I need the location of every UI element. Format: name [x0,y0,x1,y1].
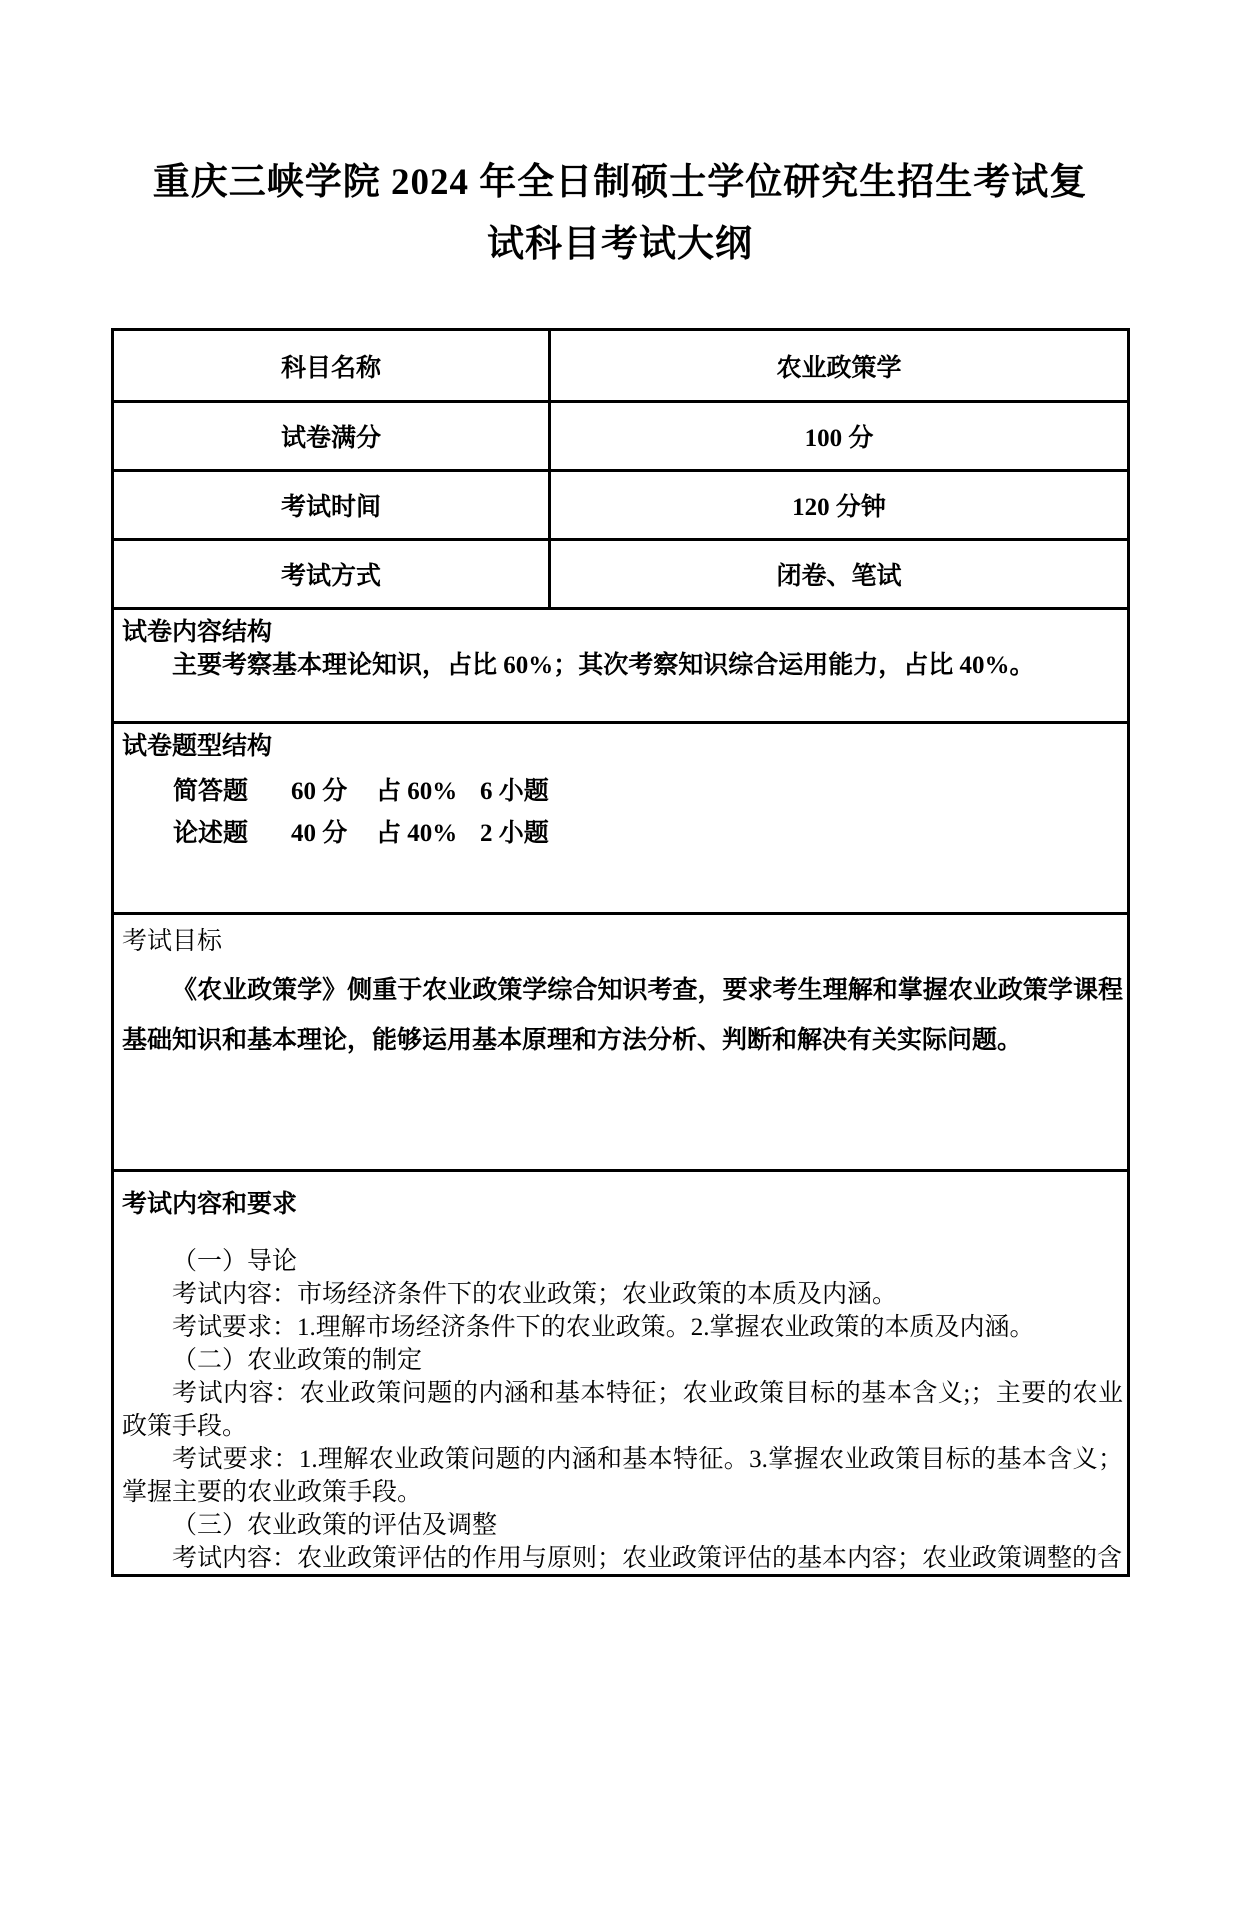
table-row-full-score [114,400,1127,469]
page-title-line-2: 试科目考试大纲 [487,224,753,265]
page-title [90,152,1150,276]
table-row-exam-mode [114,538,1127,607]
requirement-paragraph: 考试要求：1.理解农业政策问题的内涵和基本特征。3.掌握农业政策目标的基本含义；掌握主要的农业政策手段。 [122,1446,1123,1506]
question-type-ratio: 占 40% [376,820,458,847]
table-row-subject-name [114,331,1127,400]
requirement-paragraph: 考试内容：农业政策问题的内涵和基本特征；农业政策目标的基本含义;；主要的农业政策手段。 [122,1380,1123,1440]
exam-objective-paragraph: 《农业政策学》侧重于农业政策学综合知识考查，要求考生理解和掌握农业政策学课程基础知识和基本理论，能够运用基本原理和方法分析、判断和解决有关实际问题。 [122,977,1123,1054]
requirement-paragraph: （三）农业政策的评估及调整 [172,1512,498,1539]
question-type-row-essay [173,813,1123,855]
full-score-value: 100 分 [804,425,874,452]
section-exam-objective [114,912,1127,1169]
subject-name-value: 农业政策学 [776,354,902,382]
content-structure-body: 主要考察基本理论知识，占比 60%；其次考察知识综合运用能力，占比 40%。 [172,652,1035,679]
section-question-types [114,721,1127,912]
page-title-line-1: 重庆三峡学院 2024 年全日制硕士学位研究生招生考试复 [152,162,1088,203]
full-score-label: 试卷满分 [114,403,551,469]
section-exam-requirements [114,1169,1127,1574]
question-type-list [173,771,1123,855]
requirement-paragraph: 考试内容：农业政策评估的作用与原则；农业政策评估的基本内容；农业政策调整的含 [172,1545,1123,1572]
question-type-name: 论述题 [173,820,249,847]
exam-requirements-heading: 考试内容和要求 [122,1191,298,1218]
exam-requirements-body [122,1245,1123,1574]
exam-mode-label: 考试方式 [114,541,551,607]
question-type-row-short-answer [173,771,1123,813]
exam-duration-label: 考试时间 [114,472,551,538]
question-type-count: 2 小题 [480,820,549,847]
question-type-score: 60 分 [291,778,348,805]
syllabus-table [111,328,1130,1577]
exam-mode-value: 闭卷、笔试 [776,563,902,590]
exam-objective-heading: 考试目标 [122,928,223,955]
table-row-exam-duration [114,469,1127,538]
requirement-paragraph: 考试要求：1.理解市场经济条件下的农业政策。2.掌握农业政策的本质及内涵。 [172,1314,1035,1341]
requirement-paragraph: （二）农业政策的制定 [172,1347,423,1374]
requirement-paragraph: （一）导论 [172,1248,298,1275]
question-type-name: 简答题 [173,778,249,805]
exam-syllabus-page [0,152,1240,1906]
question-type-ratio: 占 60% [376,778,458,805]
question-types-heading: 试卷题型结构 [122,733,273,760]
requirement-paragraph: 考试内容：市场经济条件下的农业政策；农业政策的本质及内涵。 [172,1281,898,1308]
subject-name-label: 科目名称 [114,331,551,400]
section-content-structure [114,607,1127,721]
exam-duration-value: 120 分钟 [792,494,886,521]
question-type-score: 40 分 [291,820,348,847]
question-type-count: 6 小题 [480,778,549,805]
content-structure-heading: 试卷内容结构 [122,619,273,646]
